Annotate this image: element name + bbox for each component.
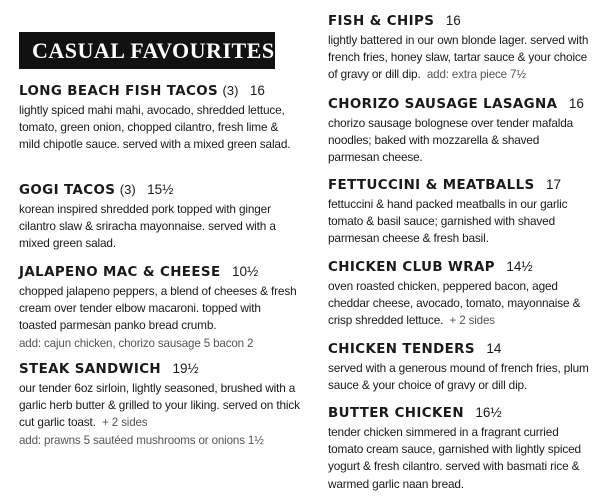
menu-item-header	[328, 95, 590, 114]
menu-item-name: GOGI TACOS	[19, 183, 116, 198]
menu-item-name: CHICKEN CLUB WRAP	[328, 260, 495, 275]
menu-item	[19, 82, 301, 154]
menu-item-price: 17	[546, 177, 562, 192]
menu-item	[328, 404, 590, 493]
menu-item-name: CHORIZO SAUSAGE LASAGNA	[328, 97, 558, 112]
section-title: CASUAL FAVOURITES	[32, 38, 275, 63]
menu-item-header	[328, 340, 590, 359]
menu-item-description: chorizo sausage bolognese over tender mafalda noodles; baked with mozzarella & shaved parmesan cheese.	[328, 116, 574, 165]
menu-item-price: 14	[486, 341, 502, 356]
menu-item-price: 16	[568, 96, 584, 111]
menu-item-header	[19, 82, 301, 101]
menu-item-header	[19, 263, 301, 282]
menu-item-price: 16	[249, 83, 265, 98]
menu-item-count: (3)	[119, 182, 136, 197]
menu-item	[19, 263, 301, 352]
menu-item-description	[328, 32, 590, 84]
menu-item-addon: add: prawns 5 sautéed mushrooms or onions 1½	[19, 433, 264, 447]
menu-item	[328, 176, 590, 248]
menu-item-description: tender chicken simmered in a fragrant curried tomato cream sauce, garnished with lightly spiced yogurt & fresh cilantro. served with basmati rice & warmed garlic naan bread.	[328, 425, 581, 491]
menu-item-description: chopped jalapeno peppers, a blend of cheeses & fresh cream over tender elbow macaroni. topped with toasted parmesan panko bread crumb.	[19, 284, 297, 333]
menu-item-description: korean inspired shredded pork topped with ginger cilantro slaw & sriracha mayonnaise. served with a mixed green salad.	[19, 202, 276, 251]
menu-item-price: 15½	[147, 182, 174, 197]
menu-item-name: FETTUCCINI & MEATBALLS	[328, 178, 535, 193]
menu-item-name: FISH & CHIPS	[328, 14, 435, 29]
menu-item-price: 16½	[475, 405, 502, 420]
menu-item-description-text: our tender 6oz sirloin, lightly seasoned, brushed with a garlic herb butter & grilled to your liking. served on thick cut garlic toast.	[19, 381, 300, 430]
menu-item	[19, 360, 301, 449]
section-banner	[19, 32, 275, 69]
menu-item-header	[19, 360, 301, 379]
menu-item	[328, 258, 590, 330]
menu-item-name: LONG BEACH FISH TACOS	[19, 84, 219, 99]
menu-item-description: fettuccini & hand packed meatballs in our garlic tomato & basil sauce; garnished with shaved parmesan cheese & fresh basil.	[328, 197, 568, 246]
menu-item-header	[328, 404, 590, 423]
menu-item-name: CHICKEN TENDERS	[328, 342, 475, 357]
menu-item-description	[19, 380, 301, 432]
menu-item-price: 10½	[231, 264, 259, 279]
menu-item-description: served with a generous mound of french fries, plum sauce & your choice of gravy or dill dip.	[328, 361, 589, 393]
menu-item	[328, 12, 590, 84]
menu-item-name: STEAK SANDWICH	[19, 362, 162, 377]
menu-item	[328, 340, 590, 394]
menu-item-description: lightly spiced mahi mahi, avocado, shredded lettuce, tomato, green onion, chopped cilantro, fresh lime & mild chipotle sauce. served with a mixed green salad.	[19, 103, 291, 152]
menu-item-name: BUTTER CHICKEN	[328, 406, 464, 421]
menu-item-description	[328, 278, 590, 330]
menu-item-header	[328, 258, 590, 277]
menu-item-header	[328, 176, 590, 195]
menu-item-description-text: lightly battered in our own blonde lager. served with french fries, honey slaw, tartar sauce & your choice of gravy or dill dip.	[328, 33, 589, 82]
menu-item-header	[19, 181, 301, 200]
menu-item-addon: add: extra piece 7½	[426, 68, 526, 82]
menu-item-price: 14½	[506, 259, 533, 274]
menu-item-addon: add: cajun chicken, chorizo sausage 5 bacon 2	[19, 336, 254, 350]
menu-item-count: (3)	[222, 83, 239, 98]
menu-item-price: 19½	[172, 361, 199, 376]
menu-item	[328, 95, 590, 167]
menu-item-sides: + 2 sides	[449, 314, 495, 328]
menu-item	[19, 181, 301, 253]
menu-item-name: JALAPENO MAC & CHEESE	[19, 265, 221, 280]
menu-item-price: 16	[445, 13, 461, 28]
menu-item-sides: + 2 sides	[102, 416, 148, 430]
menu-item-description-text: oven roasted chicken, peppered bacon, aged cheddar cheese, avocado, tomato, mayonnaise & crisp shredded lettuce.	[328, 279, 581, 328]
menu-item-header	[328, 12, 590, 31]
